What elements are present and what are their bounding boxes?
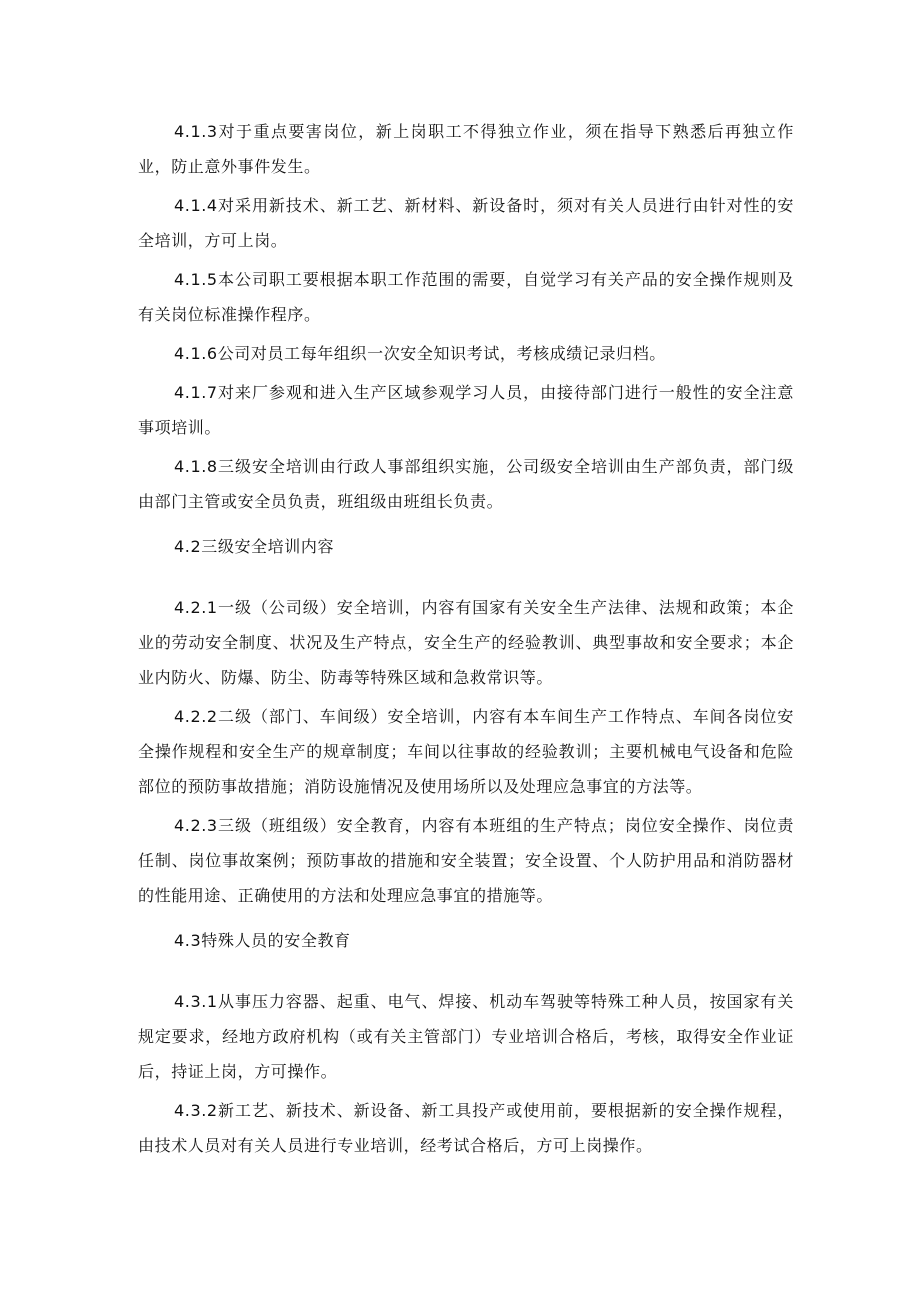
paragraph-4-1-3: 4.1.3对于重点要害岗位，新上岗职工不得独立作业，须在指导下熟悉后再独立作业，防止意外事件发生。 — [138, 122, 794, 176]
paragraph-4-1-5: 4.1.5本公司职工要根据本职工作范围的需要，自觉学习有关产品的安全操作规则及有关岗位标准操作程序。 — [138, 270, 794, 324]
paragraph-4-1-6: 4.1.6公司对员工每年组织一次安全知识考试，考核成绩记录归档。 — [174, 344, 666, 363]
section-heading-4-2: 4.2三级安全培训内容 — [174, 537, 335, 556]
paragraph-4-1-4: 4.1.4对采用新技术、新工艺、新材料、新设备时，须对有关人员进行由针对性的安全培训，方可上岗。 — [138, 196, 794, 250]
paragraph-4-3-1: 4.3.1从事压力容器、起重、电气、焊接、机动车驾驶等特殊工种人员，按国家有关规定要求，经地方政府机构（或有关主管部门）专业培训合格后，考核，取得安全作业证后，持证上岗，方可操作。 — [138, 992, 794, 1081]
paragraph-4-1-8: 4.1.8三级安全培训由行政人事部组织实施，公司级安全培训由生产部负责，部门级由部门主管或安全员负责，班组级由班组长负责。 — [138, 457, 794, 511]
paragraph-4-2-1: 4.2.1一级（公司级）安全培训，内容有国家有关安全生产法律、法规和政策；本企业的劳动安全制度、状况及生产特点，安全生产的经验教训、典型事故和安全要求；本企业内防火、防爆、防尘、防毒等特殊区域和急救常识等。 — [138, 598, 794, 687]
document-body — [138, 114, 794, 1167]
paragraph-4-2-3: 4.2.3三级（班组级）安全教育，内容有本班组的生产特点；岗位安全操作、岗位责任制、岗位事故案例；预防事故的措施和安全装置；安全设置、个人防护用品和消防器材的性能用途、正确使用的方法和处理应急事宜的措施等。 — [138, 816, 794, 905]
section-heading-4-3: 4.3特殊人员的安全教育 — [174, 931, 351, 950]
paragraph-4-2-2: 4.2.2二级（部门、车间级）安全培训，内容有本车间生产工作特点、车间各岗位安全操作规程和安全生产的规章制度；车间以往事故的经验教训；主要机械电气设备和危险部位的预防事故措施；消防设施情况及使用场所以及处理应急事宜的方法等。 — [138, 707, 794, 796]
paragraph-4-3-2: 4.3.2新工艺、新技术、新设备、新工具投产或使用前，要根据新的安全操作规程，由技术人员对有关人员进行专业培训，经考试合格后，方可上岗操作。 — [138, 1101, 794, 1155]
paragraph-4-1-7: 4.1.7对来厂参观和进入生产区域参观学习人员，由接待部门进行一般性的安全注意事项培训。 — [138, 383, 794, 437]
